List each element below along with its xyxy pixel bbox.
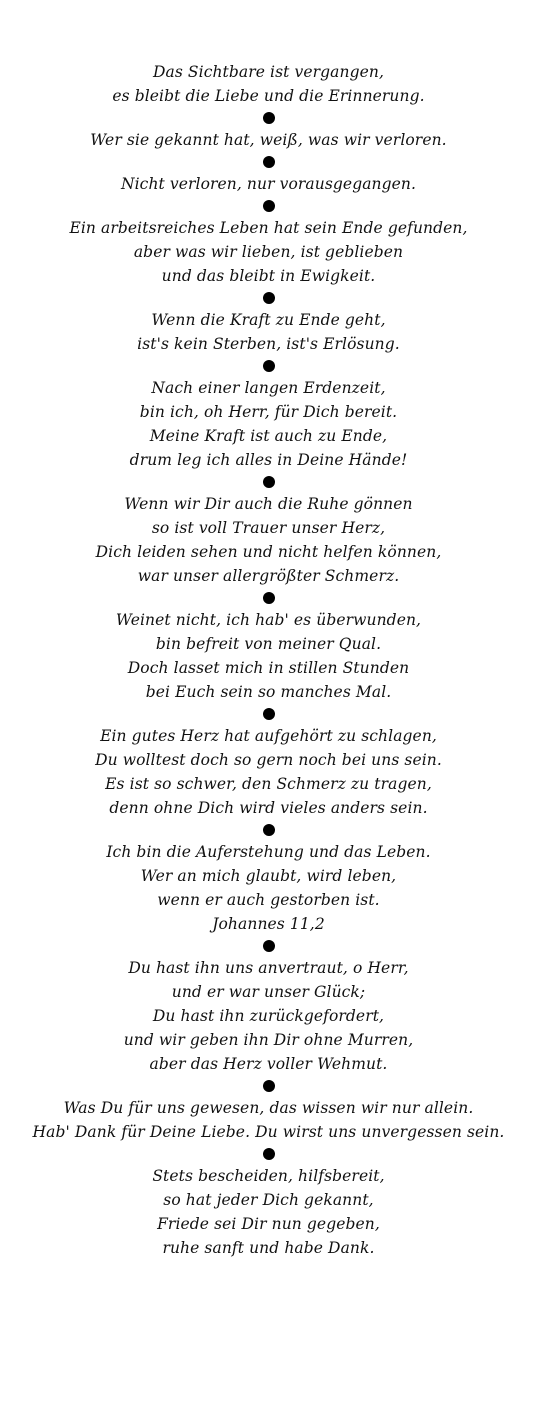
verse-line: drum leg ich alles in Deine Hände! (129, 451, 408, 469)
verse-line: Ein arbeitsreiches Leben hat sein Ende gefunden, (69, 219, 468, 237)
verse-line: Nach einer langen Erdenzeit, (151, 379, 386, 397)
verse-10 (18, 840, 519, 936)
verse-line: Hab' Dank für Deine Liebe. Du wirst uns unvergessen sein. (32, 1123, 505, 1141)
verse-line: Doch lasset mich in stillen Stunden (127, 659, 410, 677)
verse-line: Ich bin die Auferstehung und das Leben. (106, 843, 431, 861)
verse-13 (18, 1164, 519, 1260)
bullet-dot-icon (263, 292, 275, 304)
bullet-dot-icon (263, 592, 275, 604)
verse-3 (18, 172, 519, 196)
verse-line: Wer an mich glaubt, wird leben, (140, 867, 397, 885)
verse-line: denn ohne Dich wird vieles anders sein. (109, 799, 428, 817)
verse-line: so ist voll Trauer unser Herz, (151, 519, 386, 537)
verse-line: ist's kein Sterben, ist's Erlösung. (137, 335, 400, 353)
verse-line: Das Sichtbare ist vergangen, (152, 63, 385, 81)
verse-2 (18, 128, 519, 152)
bullet-dot-icon (263, 940, 275, 952)
verse-line: Es ist so schwer, den Schmerz zu tragen, (105, 775, 432, 793)
verse-line: Weinet nicht, ich hab' es überwunden, (115, 611, 422, 629)
verse-11 (18, 956, 519, 1076)
verse-line: und er war unser Glück; (171, 983, 366, 1001)
verse-line: war unser allergrößter Schmerz. (137, 567, 400, 585)
verse-line: so hat jeder Dich gekannt, (163, 1191, 374, 1209)
verse-line: Meine Kraft ist auch zu Ende, (149, 427, 388, 445)
verse-line: bin ich, oh Herr, für Dich bereit. (139, 403, 398, 421)
verse-line: Wenn die Kraft zu Ende geht, (151, 311, 386, 329)
verse-line: aber was wir lieben, ist geblieben (133, 243, 404, 261)
verse-4 (18, 216, 519, 288)
verse-line: aber das Herz voller Wehmut. (149, 1055, 388, 1073)
verse-8 (18, 608, 519, 704)
verse-line: wenn er auch gestorben ist. (157, 891, 380, 909)
verse-line: Stets bescheiden, hilfsbereit, (152, 1167, 385, 1185)
bullet-dot-icon (263, 112, 275, 124)
verse-line: Nicht verloren, nur vorausgegangen. (120, 175, 417, 193)
verse-citation: Johannes 11,2 (212, 915, 325, 933)
verse-line: Ein gutes Herz hat aufgehört zu schlagen, (100, 727, 437, 745)
verse-line: es bleibt die Liebe und die Erinnerung. (112, 87, 425, 105)
verse-9 (18, 724, 519, 820)
verse-line: und das bleibt in Ewigkeit. (161, 267, 376, 285)
verse-line: Wenn wir Dir auch die Ruhe gönnen (124, 495, 413, 513)
verse-column (18, 60, 519, 1260)
bullet-dot-icon (263, 156, 275, 168)
bullet-dot-icon (263, 824, 275, 836)
verse-6 (18, 376, 519, 472)
verse-line: Du wolltest doch so gern noch bei uns sein. (95, 751, 442, 769)
verse-line: Wer sie gekannt hat, weiß, was wir verloren. (90, 131, 447, 149)
bullet-dot-icon (263, 360, 275, 372)
verse-line: Dich leiden sehen und nicht helfen können, (95, 543, 442, 561)
bullet-dot-icon (263, 200, 275, 212)
verse-line: bei Euch sein so manches Mal. (145, 683, 392, 701)
verse-5 (18, 308, 519, 356)
bullet-dot-icon (263, 1080, 275, 1092)
verse-1 (18, 60, 519, 108)
bullet-dot-icon (263, 708, 275, 720)
verse-line: bin befreit von meiner Qual. (155, 635, 382, 653)
bullet-dot-icon (263, 1148, 275, 1160)
verse-line: ruhe sanft und habe Dank. (162, 1239, 375, 1257)
verse-line: und wir geben ihn Dir ohne Murren, (123, 1031, 414, 1049)
bullet-dot-icon (263, 476, 275, 488)
verse-line: Was Du für uns gewesen, das wissen wir nur allein. (63, 1099, 474, 1117)
verse-line: Du hast ihn uns anvertraut, o Herr, (128, 959, 409, 977)
verse-12 (18, 1096, 519, 1144)
verse-7 (18, 492, 519, 588)
verse-line: Friede sei Dir nun gegeben, (157, 1215, 380, 1233)
verse-line: Du hast ihn zurückgefordert, (152, 1007, 385, 1025)
